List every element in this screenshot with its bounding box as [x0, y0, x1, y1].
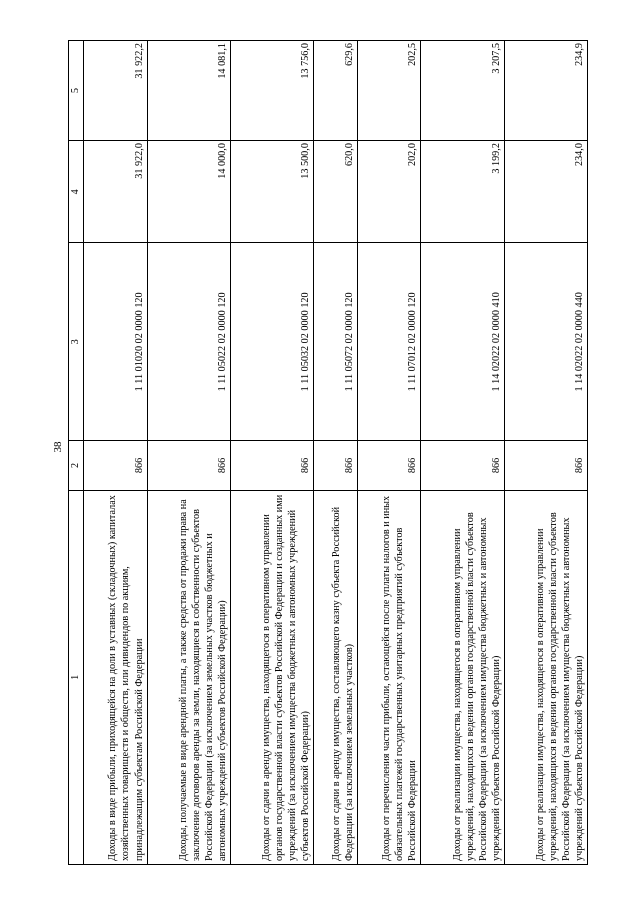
row-description: Доходы от реализации имущества, находящегося в оперативном управлении учреждений, находящихся в ведении органов государственной власти субъектов Российской Федерации (за исключением имущества бюджетных и автономных учреждений субъектов Российской Федерации): [504, 490, 587, 864]
page-number: 38: [52, 441, 64, 453]
revenue-table: [68, 40, 588, 865]
row-value-5: 31 922,2: [84, 41, 148, 141]
column-header-4: 4: [69, 141, 84, 243]
table-row: [421, 41, 504, 865]
row-value-5: 14 081,1: [147, 41, 230, 141]
column-header-3: 3: [69, 243, 84, 441]
row-budget-code: 1 14 02022 02 0000 410: [421, 243, 504, 441]
table-row: [147, 41, 230, 865]
column-header-5: 5: [69, 41, 84, 141]
row-value-4: 13 500,0: [230, 141, 313, 243]
row-value-4: 620,0: [314, 141, 358, 243]
row-budget-code: 1 11 07012 02 0000 120: [357, 243, 421, 441]
row-value-4: 14 000,0: [147, 141, 230, 243]
row-description: Доходы, получаемые в виде арендной платы, а также средства от продажи права на заключение договоров аренды за земли, находящиеся в собственности субъектов Российской Федерации (за исключением земельных участков бюджетных и автономных учреждений субъектов Российской Федерации): [147, 490, 230, 864]
row-value-5: 3 207,5: [421, 41, 504, 141]
row-budget-code: 1 11 05022 02 0000 120: [147, 243, 230, 441]
row-admin-code: 866: [314, 441, 358, 490]
row-value-4: 234,0: [504, 141, 587, 243]
row-value-5: 629,6: [314, 41, 358, 141]
row-description: Доходы от перечисления части прибыли, остающейся после уплаты налогов и иных обязательных платежей государственных унитарных предприятий субъектов Российской Федерации: [357, 490, 421, 864]
row-value-4: 202,0: [357, 141, 421, 243]
row-admin-code: 866: [357, 441, 421, 490]
row-value-4: 31 922,0: [84, 141, 148, 243]
row-value-5: 234,9: [504, 41, 587, 141]
row-value-4: 3 199,2: [421, 141, 504, 243]
row-description: Доходы в виде прибыли, приходящейся на доли в уставных (складочных) капиталах хозяйственных товариществ и обществ, или дивидендов по акциям, принадлежащим субъектам Российской Федерации: [84, 490, 148, 864]
row-description: Доходы от сдачи в аренду имущества, находящегося в оперативном управлении органов государственной власти субъектов Российской Федерации и созданных ими учреждений (за исключением имущества бюджетных и автономных учреждений субъектов Российской Федерации): [230, 490, 313, 864]
row-value-5: 13 756,0: [230, 41, 313, 141]
row-value-5: 202,5: [357, 41, 421, 141]
row-admin-code: 866: [230, 441, 313, 490]
header-row: [69, 41, 84, 865]
table-row: [230, 41, 313, 865]
row-budget-code: 1 14 02022 02 0000 440: [504, 243, 587, 441]
column-header-1: 1: [69, 490, 84, 864]
table-row: [84, 41, 148, 865]
table-row: [314, 41, 358, 865]
row-admin-code: 866: [147, 441, 230, 490]
row-budget-code: 1 11 01020 02 0000 120: [84, 243, 148, 441]
row-description: Доходы от сдачи в аренду имущества, составляющего казну субъекта Российской Федерации (за исключением земельных участков): [314, 490, 358, 864]
table-row: [504, 41, 587, 865]
column-header-2: 2: [69, 441, 84, 490]
row-admin-code: 866: [504, 441, 587, 490]
row-admin-code: 866: [421, 441, 504, 490]
table-row: [357, 41, 421, 865]
row-budget-code: 1 11 05072 02 0000 120: [314, 243, 358, 441]
row-budget-code: 1 11 05032 02 0000 120: [230, 243, 313, 441]
row-admin-code: 866: [84, 441, 148, 490]
rotated-table-container: [68, 40, 588, 865]
row-description: Доходы от реализации имущества, находящегося в оперативном управлении учреждений, находящихся в ведении органов государственной власти субъектов Российской Федерации (за исключением имущества бюджетных и автономных учреждений субъектов Российской Федерации): [421, 490, 504, 864]
